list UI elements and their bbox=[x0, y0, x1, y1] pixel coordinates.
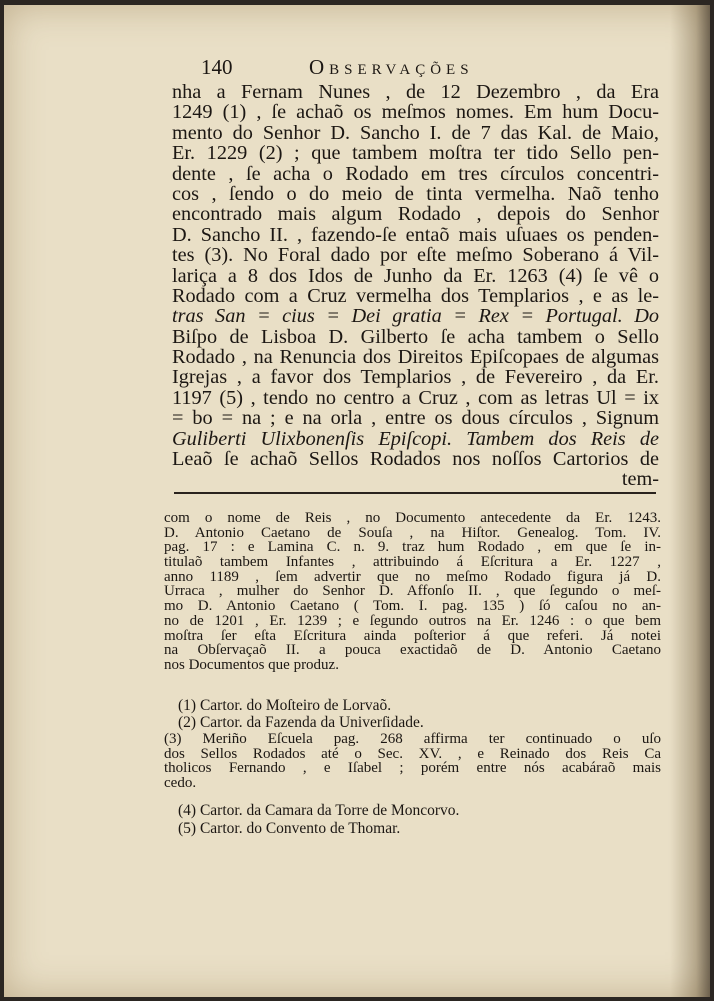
footnote-5: (5) Cartor. do Convento de Thomar. bbox=[178, 820, 401, 837]
note-line: nos Documentos que produz. bbox=[164, 656, 339, 673]
footnote-3-line: cedo. bbox=[164, 775, 197, 792]
footnote-2: (2) Cartor. da Fazenda da Univerſidade. bbox=[178, 714, 424, 731]
book-page bbox=[4, 5, 710, 997]
body-line: encontrado mais algum Rodado , depois do Senhor bbox=[172, 203, 659, 226]
note-line: com o nome de Reis , no Documento antecedente da Er. 1243. bbox=[164, 510, 661, 526]
body-line: mento do Senhor D. Sancho I. de 7 das Kal. de Maio, bbox=[172, 121, 659, 144]
body-line: dente , ſe acha o Rodado em tres círculos concentri- bbox=[172, 162, 659, 185]
page-number: 140 bbox=[201, 55, 233, 79]
body-line: Er. 1229 (2) ; que tambem moſtra ter tido Sello pen- bbox=[172, 142, 659, 165]
footnote-3-line: dos Sellos Rodados até o Sec. XV. , e Reinado dos Reis Ca bbox=[164, 745, 661, 762]
body-line: Leaõ ſe achaõ Sellos Rodados nos noſſos Cartorios de bbox=[172, 448, 659, 471]
note-line: titulaõ tambem Infantes , attribuindo á Eſcritura a Er. 1227 , bbox=[164, 554, 661, 571]
page-spine-shadow bbox=[670, 5, 710, 997]
body-line: Rodado , na Renuncia dos Direitos Epiſcopaes de algumas bbox=[172, 346, 659, 369]
footnote-3-line: tholicos Fernando , e Iſabel ; porém entre nós acabáraõ mais bbox=[164, 760, 661, 777]
note-line: na Obſervaçaõ II. a pouca exactidaõ de D. Antonio Caetano bbox=[164, 642, 661, 659]
body-line: Biſpo de Lisboa D. Gilberto ſe acha tambem o Sello bbox=[172, 325, 659, 348]
body-line: Rodado com a Cruz vermelha dos Templarios , e as le- bbox=[172, 284, 659, 307]
footnote-4: (4) Cartor. da Camara da Torre de Moncorvo. bbox=[178, 802, 460, 819]
footnote-continuation bbox=[164, 511, 661, 673]
running-title: Observações bbox=[309, 55, 474, 79]
note-line: no de 1201 , Er. 1239 ; e ſegundo outros na Er. 1246 : o que bem bbox=[164, 612, 661, 629]
footnote-rule bbox=[174, 492, 656, 494]
body-line: = bo = na ; e na orla , entre os dous círculos , Signum bbox=[172, 407, 659, 430]
footnote-3-line: (3) Meriño Eſcuela pag. 268 affirma ter continuado o uſo bbox=[164, 731, 661, 747]
note-line: Urraca , mulher do Senhor D. Affonſo II. , que ſegundo o meſ- bbox=[164, 583, 661, 600]
body-line: D. Sancho II. , fazendo-ſe entaõ mais uſuaes os penden- bbox=[172, 223, 659, 246]
footnote-1: (1) Cartor. do Moſteiro de Lorvaõ. bbox=[178, 697, 392, 714]
body-line: cos , ſendo o do meio de tinta vermelha. Naõ tenho bbox=[172, 182, 659, 205]
body-line: lariça a 8 dos Idos de Junho da Er. 1263 (4) ſe vê o bbox=[172, 264, 659, 287]
body-line: tes (3). No Foral dado por eſte meſmo Soberano á Vil- bbox=[172, 244, 659, 267]
catchword: tem- bbox=[621, 468, 659, 491]
main-text bbox=[172, 82, 659, 490]
note-line: mo D. Antonio Caetano ( Tom. I. pag. 135 ) ſó caſou no an- bbox=[164, 598, 661, 615]
body-line: 1197 (5) , tendo no centro a Cruz , com as letras Ul = ix bbox=[172, 386, 659, 409]
note-line: D. Antonio Caetano de Souſa , na Hiſtor. Genealog. Tom. IV. bbox=[164, 524, 661, 541]
body-line: tras San = cius = Dei gratia = Rex = Portugal. Do bbox=[172, 305, 659, 328]
footnote-3 bbox=[164, 732, 661, 791]
note-line: anno 1189 , ſem advertir que no meſmo Rodado figura já D. bbox=[164, 568, 661, 585]
note-line: pag. 17 : e Lamina C. n. 9. traz hum Rodado , em que ſe in- bbox=[164, 539, 661, 556]
body-line: 1249 (1) , ſe achaõ os meſmos nomes. Em hum Docu- bbox=[172, 101, 659, 124]
body-line: Guliberti Ulixbonenſis Epiſcopi. Tambem dos Reis de bbox=[172, 427, 659, 450]
note-line: moſtra ſer eſta Eſcritura ainda poſterior á que referi. Já notei bbox=[164, 627, 661, 644]
body-line: nha a Fernam Nunes , de 12 Dezembro , da Era bbox=[172, 81, 659, 103]
body-line: Igrejas , a favor dos Templarios , de Fevereiro , da Er. bbox=[172, 366, 659, 389]
